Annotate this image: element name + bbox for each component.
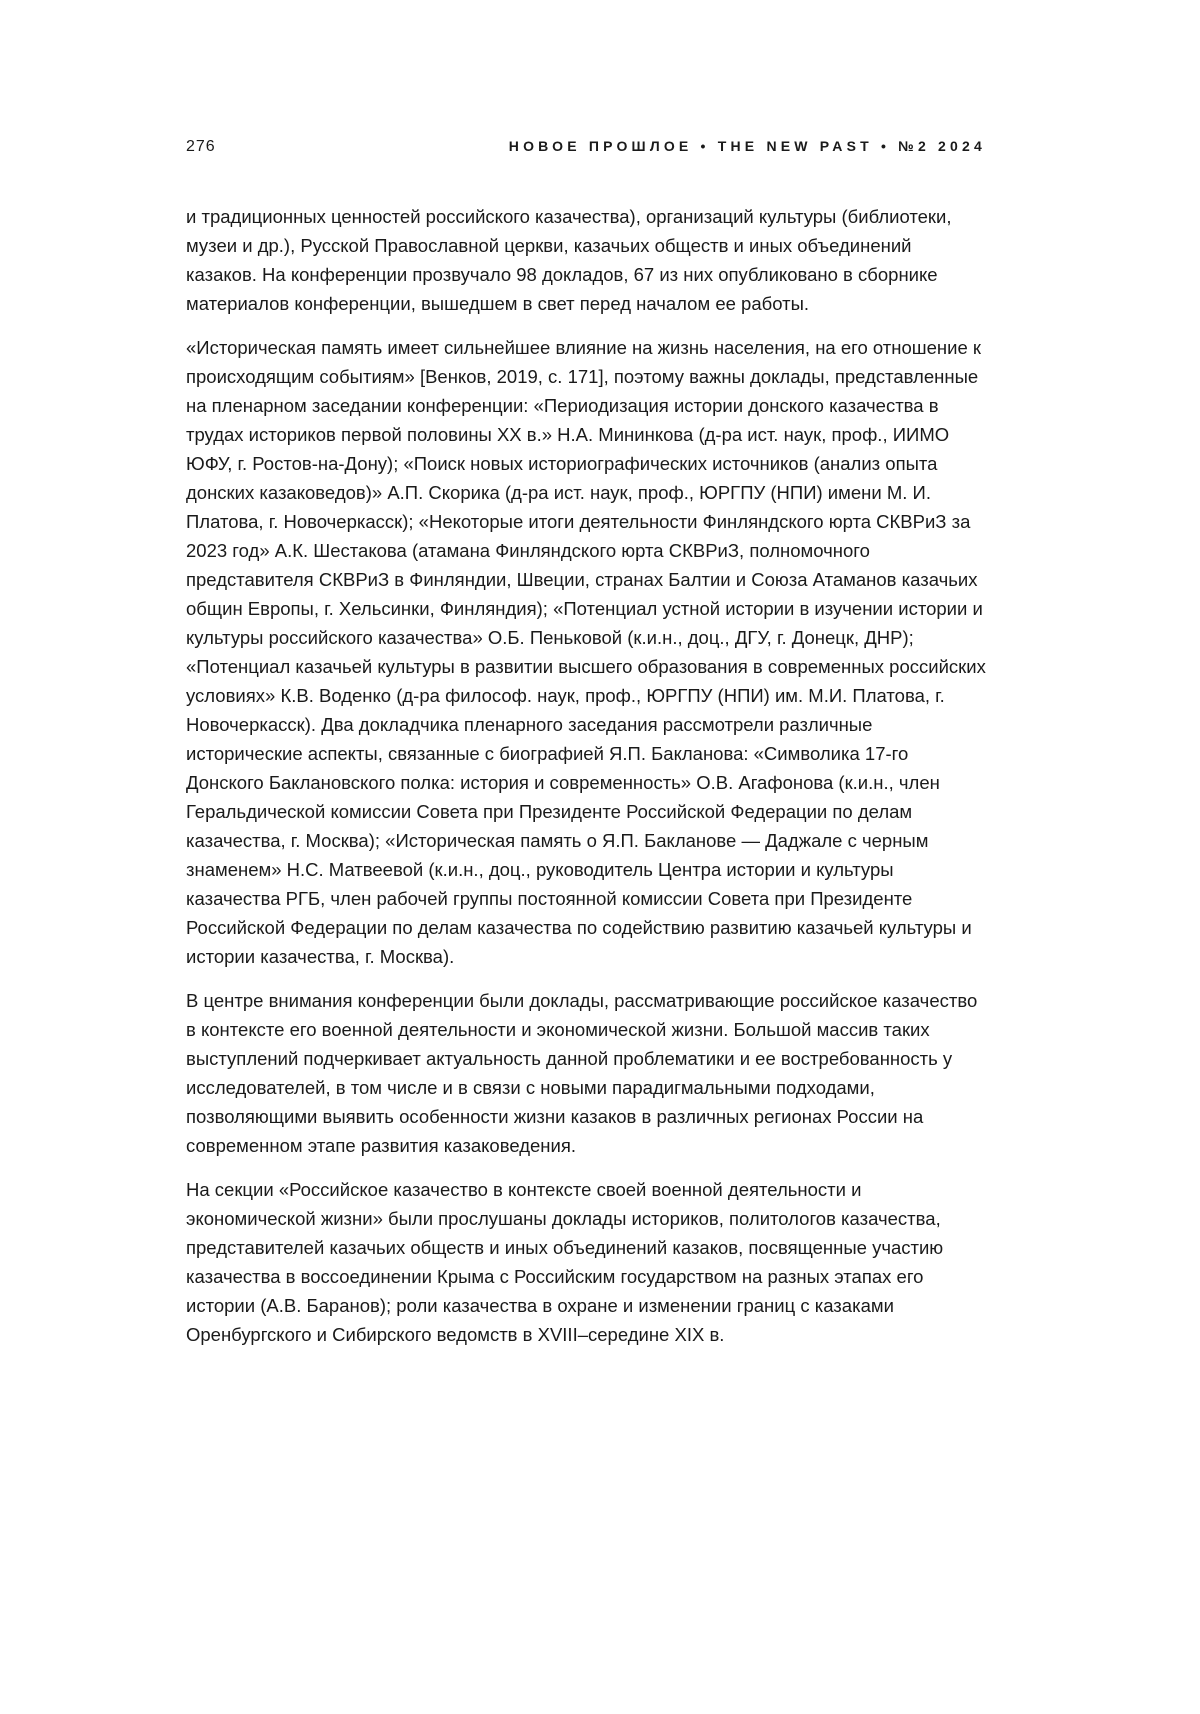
journal-header-title: НОВОЕ ПРОШЛОЕ • THE NEW PAST • №2 2024 bbox=[508, 138, 986, 154]
paragraph: На секции «Российское казачество в контексте своей военной деятельности и экономической жизни» были прослушаны доклады историков, политологов казачества, представителей казачьих обществ и иных объединений казаков, посвященные участию казачества в воссоединении Крыма с Российским государством на разных этапах его истории (А.В. Баранов); роли казачества в охране и изменении границ с казаками Оренбургского и Сибирского ведомств в XVIII–середине XIX в. bbox=[186, 1179, 944, 1345]
article-body bbox=[186, 202, 986, 1349]
paragraph: «Историческая память имеет сильнейшее влияние на жизнь населения, на его отношение к происходящим событиям» [Венков, 2019, с. 171], поэтому важны доклады, представленные на пленарном заседании конференции: «Периодизация истории донского казачества в трудах историков первой половины XX в.» Н.А. Мининкова (д-ра ист. наук, проф., ИИМО ЮФУ, г. Ростов-на-Дону); «Поиск новых историографических источников (анализ опыта донских казаковедов)» А.П. Скорика (д-ра ист. наук, проф., ЮРГПУ (НПИ) имени М. И. Платова, г. Новочеркасск); «Некоторые итоги деятельности Финляндского юрта СКВРиЗ за 2023 год» А.К. Шестакова (атамана Финляндского юрта СКВРиЗ, полномочного представителя СКВРиЗ в Финляндии, Швеции, странах Балтии и Союза Атаманов казачьих общин Европы, г. Хельсинки, Финляндия); «Потенциал устной истории в изучении истории и культуры российского казачества» О.Б. Пеньковой (к.и.н., доц., ДГУ, г. Донецк, ДНР); «Потенциал казачьей культуры в развитии высшего образования в современных российских условиях» К.В. Воденко (д-ра философ. наук, проф., ЮРГПУ (НПИ) им. М.И. Платова, г. Новочеркасск). Два докладчика пленарного заседания рассмотрели различные исторические аспекты, связанные с биографией Я.П. Бакланова: «Символика 17-го Донского Баклановского полка: история и современность» О.В. Агафонова (к.и.н., член Геральдической комиссии Совета при Президенте Российской Федерации по делам казачества, г. Москва); «Историческая память о Я.П. Бакланове — Даджале с черным знаменем» Н.С. Матвеевой (к.и.н., доц., руководитель Центра истории и культуры казачества РГБ, член рабочей группы постоянной комиссии Совета при Президенте Российской Федерации по делам казачества по содействию развитию казачьей культуры и истории казачества, г. Москва). bbox=[186, 337, 986, 967]
paragraph: и традиционных ценностей российского казачества), организаций культуры (библиотеки, музеи и др.), Русской Православной церкви, казачьих обществ и иных объединений казаков. На конференции прозвучало 98 докладов, 67 из них опубликовано в сборнике материалов конференции, вышедшем в свет перед началом ее работы. bbox=[186, 206, 952, 314]
page-content bbox=[186, 138, 986, 1349]
paragraph: В центре внимания конференции были доклады, рассматривающие российское казачество в контексте его военной деятельности и экономической жизни. Большой массив таких выступлений подчеркивает актуальность данной проблематики и ее востребованность у исследователей, в том числе и в связи с новыми парадигмальными подходами, позволяющими выявить особенности жизни казаков в различных регионах России на современном этапе развития казаковедения. bbox=[186, 990, 978, 1156]
page-number: 276 bbox=[186, 138, 216, 155]
running-header bbox=[186, 138, 986, 156]
